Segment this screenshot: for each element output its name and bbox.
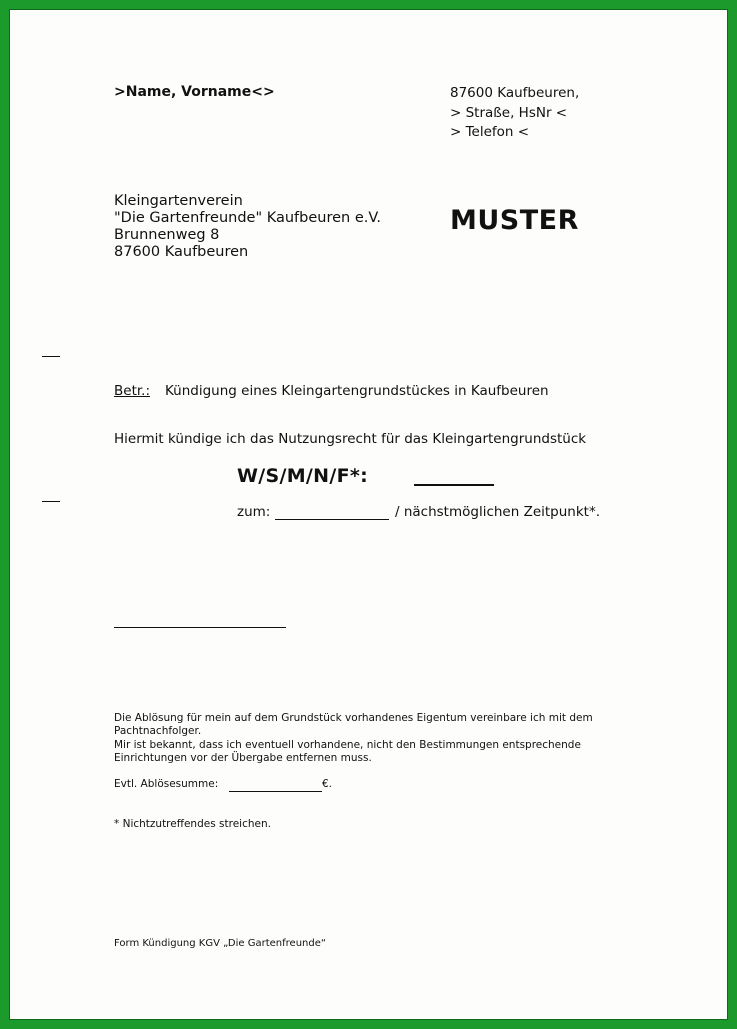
recipient-line-1: Kleingartenverein xyxy=(114,193,243,209)
date-blank xyxy=(275,519,389,520)
sender-city: 87600 Kaufbeuren, xyxy=(450,85,580,101)
fold-mark-middle xyxy=(42,501,60,502)
footnote: * Nichtzutreffendes streichen. xyxy=(114,818,271,830)
amount-label: Evtl. Ablösesumme: xyxy=(114,778,219,790)
letter-page xyxy=(9,9,728,1020)
signature-line xyxy=(114,627,286,628)
plot-number-blank xyxy=(414,484,494,486)
note-line-2: Pachtnachfolger. xyxy=(114,725,202,737)
date-prefix: zum: xyxy=(237,504,271,520)
note-line-3: Mir ist bekannt, dass ich eventuell vorhandene, nicht den Bestimmungen entsprechende xyxy=(114,739,581,751)
plot-code-label: W/S/M/N/F*: xyxy=(237,465,369,487)
recipient-line-2: "Die Gartenfreunde" Kaufbeuren e.V. xyxy=(114,210,382,226)
intro-text: Hiermit kündige ich das Nutzungsrecht für das Kleingartengrundstück xyxy=(114,431,587,447)
subject-text: Kündigung eines Kleingartengrundstückes in Kaufbeuren xyxy=(165,383,549,399)
sender-name-placeholder: >Name, Vorname<> xyxy=(114,84,275,100)
amount-blank xyxy=(229,791,322,792)
sender-phone-placeholder: > Telefon < xyxy=(450,124,530,140)
amount-unit: €. xyxy=(322,778,333,790)
subject-label: Betr.: xyxy=(114,383,151,399)
recipient-line-3: Brunnenweg 8 xyxy=(114,227,220,243)
note-line-1: Die Ablösung für mein auf dem Grundstück vorhandenes Eigentum vereinbare ich mit dem xyxy=(114,712,593,724)
recipient-line-4: 87600 Kaufbeuren xyxy=(114,244,249,260)
form-footer: Form Kündigung KGV „Die Gartenfreunde“ xyxy=(114,938,327,949)
fold-mark-top xyxy=(42,356,60,357)
note-line-4: Einrichtungen vor der Übergabe entfernen muss. xyxy=(114,752,372,764)
date-suffix: / nächstmöglichen Zeitpunkt*. xyxy=(395,504,601,520)
sender-street-placeholder: > Straße, HsNr < xyxy=(450,105,568,121)
muster-stamp: MUSTER xyxy=(450,205,579,236)
